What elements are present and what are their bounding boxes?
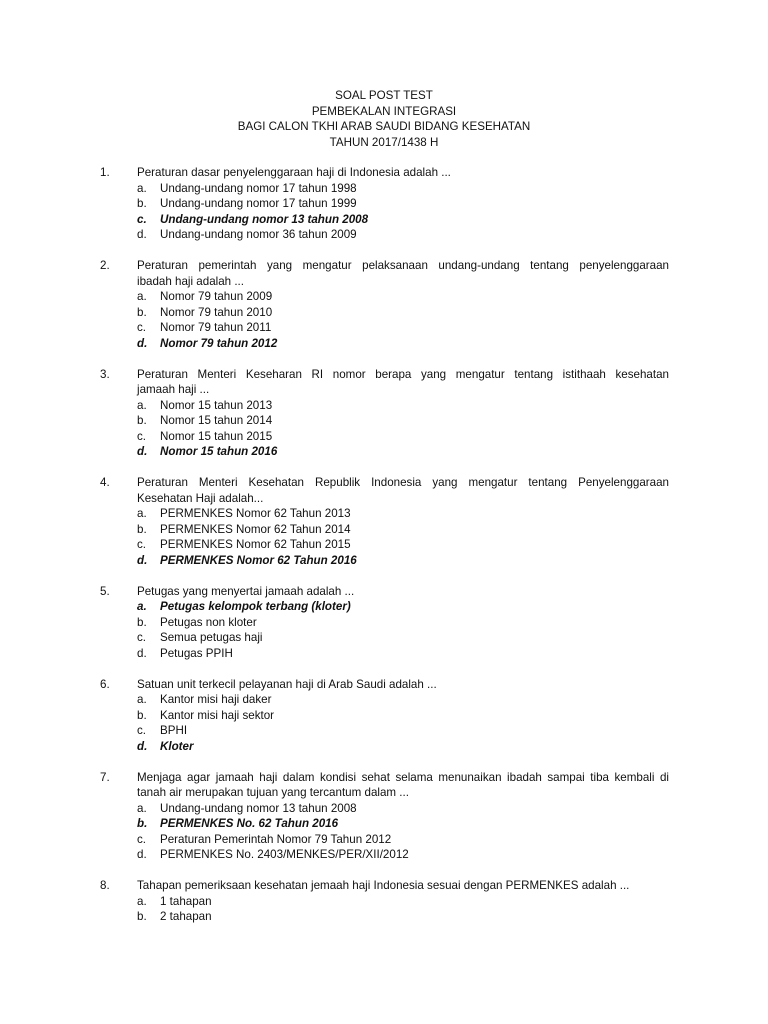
option — [137, 506, 670, 522]
option — [137, 801, 670, 817]
document-title — [0, 88, 768, 150]
answer-option — [137, 599, 670, 615]
option-letter: d. — [137, 228, 147, 241]
answer-option — [137, 739, 670, 755]
option-text: Petugas non kloter — [160, 615, 257, 629]
question-item — [100, 367, 670, 460]
question-line: Peraturan Menteri Keseharan RI nomor berapa yang mengatur tentang istithaah kesehatan — [137, 367, 669, 381]
option-text: Kantor misi haji sektor — [160, 708, 275, 722]
option — [137, 630, 670, 646]
question-item — [100, 165, 670, 243]
option-letter: c. — [137, 724, 147, 737]
option — [137, 894, 670, 910]
question-text — [137, 584, 669, 600]
question-number: 3. — [100, 367, 110, 381]
option-letter: c. — [137, 429, 147, 443]
question-line: Menjaga agar jamaah haji dalam kondisi sehat selama menunaikan ibadah sampai tiba kembali di — [137, 770, 669, 784]
option-letter: b. — [137, 522, 147, 536]
option-text: PERMENKES No. 62 Tahun 2016 — [160, 817, 339, 830]
answer-option — [137, 816, 670, 832]
answer-option — [137, 212, 670, 228]
option — [137, 196, 670, 212]
answer-option — [137, 444, 670, 460]
option-letter: d. — [137, 336, 148, 350]
question-number: 1. — [100, 166, 110, 179]
option-text: Petugas kelompok terbang (kloter) — [160, 600, 351, 613]
question-text — [137, 770, 669, 801]
option-letter: b. — [137, 305, 147, 319]
question-line: Peraturan Menteri Kesehatan Republik Indonesia yang mengatur tentang Penyelenggaraan — [137, 476, 669, 489]
option-text: Nomor 79 tahun 2011 — [160, 321, 272, 334]
question-line: jamaah haji ... — [137, 383, 210, 396]
question-text — [137, 165, 669, 181]
option-text: PERMENKES Nomor 62 Tahun 2015 — [160, 538, 351, 551]
option — [137, 692, 670, 708]
option-text: Nomor 15 tahun 2014 — [160, 414, 273, 427]
option-text: Nomor 79 tahun 2009 — [160, 290, 273, 303]
option-text: 2 tahapan — [160, 910, 212, 923]
question-text — [137, 475, 669, 506]
option-text: PERMENKES Nomor 62 Tahun 2013 — [160, 507, 351, 520]
option — [137, 413, 670, 429]
option-letter: a. — [137, 181, 147, 195]
answer-option — [137, 336, 670, 352]
question-item — [100, 475, 670, 568]
option-text: Nomor 15 tahun 2013 — [160, 398, 273, 412]
option-text: PERMENKES Nomor 62 Tahun 2014 — [160, 522, 351, 536]
option-letter: d. — [137, 445, 148, 458]
option — [137, 289, 670, 305]
option-letter: b. — [137, 414, 147, 427]
option — [137, 832, 670, 848]
option-text: Petugas PPIH — [160, 646, 233, 660]
option-letter: c. — [137, 631, 147, 644]
option — [137, 909, 670, 925]
option-text: Nomor 15 tahun 2015 — [160, 429, 273, 443]
option-letter: a. — [137, 801, 147, 815]
question-text — [137, 878, 669, 894]
question-text — [137, 367, 669, 398]
option — [137, 398, 670, 414]
option-text: Undang-undang nomor 17 tahun 1999 — [160, 197, 357, 210]
option — [137, 847, 670, 863]
question-line: Peraturan dasar penyelenggaraan haji di Indonesia adalah ... — [137, 166, 451, 179]
option-text: PERMENKES Nomor 62 Tahun 2016 — [160, 553, 357, 567]
option-letter: d. — [137, 848, 147, 861]
option-letter: a. — [137, 894, 147, 908]
question-number: 2. — [100, 259, 110, 272]
question-list — [100, 165, 670, 940]
question-line: Peraturan pemerintah yang mengatur pelaksanaan undang-undang tentang penyelenggaraan — [137, 259, 669, 272]
option-text: Semua petugas haji — [160, 631, 263, 644]
option-letter: c. — [137, 321, 147, 334]
option — [137, 646, 670, 662]
answer-option — [137, 553, 670, 569]
question-number: 7. — [100, 770, 110, 784]
question-item — [100, 677, 670, 755]
option-text: Kloter — [160, 739, 194, 753]
title-line: PEMBEKALAN INTEGRASI — [311, 104, 457, 118]
question-number: 4. — [100, 476, 110, 489]
question-line: Petugas yang menyertai jamaah adalah ... — [137, 584, 355, 598]
option-letter: d. — [137, 646, 147, 660]
option-letter: a. — [137, 398, 147, 412]
option — [137, 181, 670, 197]
question-line: ibadah haji adalah ... — [137, 274, 245, 288]
option-letter: d. — [137, 739, 148, 753]
question-number: 8. — [100, 879, 110, 892]
title-line: BAGI CALON TKHI ARAB SAUDI BIDANG KESEHATAN — [237, 120, 531, 133]
option-text: Peraturan Pemerintah Nomor 79 Tahun 2012 — [160, 832, 392, 846]
option — [137, 429, 670, 445]
question-line: Kesehatan Haji adalah... — [137, 491, 264, 505]
option — [137, 522, 670, 538]
option-letter: b. — [137, 708, 147, 722]
option-letter: d. — [137, 553, 148, 567]
option-text: Kantor misi haji daker — [160, 693, 272, 706]
option-text: Undang-undang nomor 17 tahun 1998 — [160, 181, 357, 195]
question-item — [100, 258, 670, 351]
option — [137, 615, 670, 631]
question-number: 6. — [100, 677, 110, 691]
option-letter: a. — [137, 290, 147, 303]
option-text: Nomor 79 tahun 2012 — [160, 336, 278, 350]
option-letter: c. — [137, 538, 147, 551]
option-letter: b. — [137, 197, 147, 210]
question-item — [100, 878, 670, 925]
title-line: SOAL POST TEST — [335, 89, 433, 102]
option-letter: c. — [137, 212, 147, 226]
question-text — [137, 258, 669, 289]
option-letter: b. — [137, 817, 148, 830]
option-text: Undang-undang nomor 36 tahun 2009 — [160, 228, 357, 241]
option-letter: b. — [137, 910, 147, 923]
option — [137, 708, 670, 724]
option-letter: b. — [137, 615, 147, 629]
option-text: Nomor 15 tahun 2016 — [160, 445, 278, 458]
question-text — [137, 677, 669, 693]
question-number: 5. — [100, 584, 110, 598]
option-letter: a. — [137, 507, 147, 520]
option-text: Undang-undang nomor 13 tahun 2008 — [160, 801, 357, 815]
option-text: Nomor 79 tahun 2010 — [160, 305, 273, 319]
question-item — [100, 584, 670, 662]
option — [137, 723, 670, 739]
option-text: 1 tahapan — [160, 894, 212, 908]
option-letter: c. — [137, 832, 147, 846]
option-text: BPHI — [160, 724, 188, 737]
option-text: Undang-undang nomor 13 tahun 2008 — [160, 212, 369, 226]
question-line: tanah air merupakan tujuan yang tercantum dalam ... — [137, 786, 409, 799]
question-item — [100, 770, 670, 863]
option-letter: a. — [137, 600, 147, 613]
option — [137, 305, 670, 321]
option-text: PERMENKES No. 2403/MENKES/PER/XII/2012 — [160, 848, 409, 861]
option — [137, 537, 670, 553]
question-line: Satuan unit terkecil pelayanan haji di Arab Saudi adalah ... — [137, 677, 437, 691]
question-line: Tahapan pemeriksaan kesehatan jemaah haji Indonesia sesuai dengan PERMENKES adalah ... — [137, 879, 630, 892]
title-line: TAHUN 2017/1438 H — [329, 135, 439, 149]
option — [137, 227, 670, 243]
option-letter: a. — [137, 693, 147, 706]
option — [137, 320, 670, 336]
